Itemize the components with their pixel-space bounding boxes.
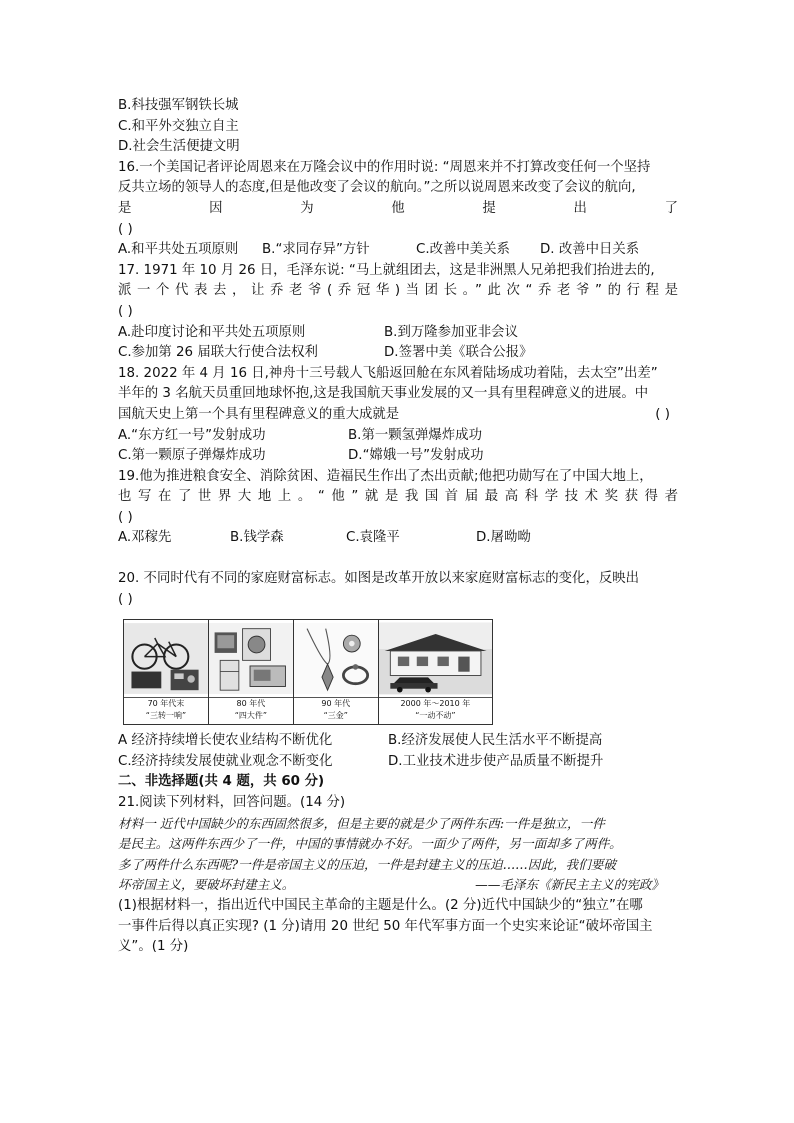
option-a: A.“东方红一号”发射成功 [118,427,266,443]
answer-paren: ( ) [118,221,133,237]
question-18-text: 半年的 3 名航天员重回地球怀抱,这是我国航天事业发展的又一具有里程碑意义的进展。中 [118,386,649,402]
option-c: C.袁隆平 [346,530,400,546]
material-source: ——毛泽东《新民主主义的宪政》 [475,877,664,893]
question-17-options [118,343,678,364]
figure-caption-era: 90 年代 [321,699,351,709]
question-16-options [118,240,678,261]
material-text: 材料一 近代中国缺少的东西固然很多，但是主要的就是少了两件东西:一件是独立，一件 [118,815,605,831]
option-line: D.社会生活便捷文明 [118,139,240,155]
exam-page [118,96,678,958]
section-heading: 二、非选择题(共 4 题，共 60 分) [118,774,325,790]
figure-panel-2000s [379,620,492,724]
question-17-text: 17. 1971 年 10 月 26 日，毛泽东说: “马上就组团去，这是非洲黑人兄弟把我们抬进去的, [118,262,655,278]
figure-caption-name: “三转一响” [145,711,187,721]
option-a: A.和平共处五项原则 [118,242,239,258]
figure-caption-era: 70 年代末 [147,699,185,709]
figure-panel-80s [209,620,294,724]
question-21-part-1: 一事件后得以真正实现? (1 分)请用 20 世纪 50 年代军事方面一个史实来论证“破坏帝国主 [118,918,653,934]
option-c: C.第一颗原子弹爆炸成功 [118,448,266,464]
option-b: B.钱学森 [230,530,284,546]
option-b: B.第一颗氢弹爆炸成功 [348,427,482,443]
figure-caption-name: “一动不动” [415,711,456,721]
option-b: B.到万隆参加亚非会议 [384,324,518,340]
figure-caption-era: 2000 年～2010 年 [400,699,471,709]
question-21-part-1: (1)根据材料一，指出近代中国民主革命的主题是什么。(2 分)近代中国缺少的“独立”在哪 [118,898,643,913]
answer-paren: ( ) [118,303,133,319]
question-16-text: 16.一个美国记者评论周恩来在万隆会议中的作用时说: “周恩来并不打算改变任何一个坚持 [118,159,651,175]
option-b: B.“求同存异”方针 [262,242,370,258]
figure-caption-name: “三金” [323,711,348,721]
figure-panel-90s [294,620,379,724]
bicycle-sewing-machine-image [124,620,208,697]
option-a: A.邓稼先 [118,530,172,546]
option-b: B.经济发展使人民生活水平不断提高 [388,733,603,749]
question-19-text: 也写在了世界大地上。“他”就是我国首届最高科学技术奖获得者 [118,489,678,505]
question-18-text: 18. 2022 年 4 月 16 日,神舟十三号载人飞船返回舱在东风着陆场成功着陆，去太空”出差” [118,365,658,381]
appliances-image [209,620,293,697]
question-17-text: 派一个代表去，让乔老爷(乔冠华)当团长。”此次“乔老爷”的行程是 [118,283,678,299]
figure-panel-70s [124,620,209,724]
question-19-text: 19.他为推进粮食安全、消除贫困、造福民生作出了杰出贡献;他把功勋写在了中国大地上， [118,468,653,484]
material-text: 是民主。这两件东西少了一件，中国的事情就办不好。一面少了两件，另一面却多了两件。 [118,836,622,852]
material-text: 坏帝国主义，要破坏封建主义。 ——毛泽东《新民主主义的宪政》 [118,875,678,896]
option-d: D.签署中美《联合公报》 [384,345,533,361]
option-d: D.屠呦呦 [476,530,531,546]
figure-caption-era: 80 年代 [236,699,266,709]
question-16-text: 反共立场的领导人的态度,但是他改变了会议的航向。”之所以说周恩来改变了会议的航向, [118,180,636,196]
question-18-options [118,426,678,447]
question-19-options [118,528,678,549]
option-d: D.“嫦娥一号”发射成功 [348,448,484,464]
option-d: D.工业技术进步使产品质量不断提升 [388,753,604,769]
question-20-options [118,752,678,773]
option-line: C.和平外交独立自主 [118,118,239,134]
option-a: A.赴印度讨论和平共处五项原则 [118,324,306,340]
question-18-text: 国航天史上第一个具有里程碑意义的重大成就是 ( ) [118,405,678,426]
question-20-options [118,731,678,752]
option-c: C.经济持续发展使就业观念不断变化 [118,753,333,769]
material-text: 多了两件什么东西呢?一件是帝国主义的压迫，一件是封建主义的压迫……因此，我们要破 [118,856,616,872]
option-c: C.改善中美关系 [416,242,510,258]
option-line: B.科技强军钢铁长城 [118,98,239,113]
question-18-options [118,446,678,467]
option-c: C.参加第 26 届联大行使合法权利 [118,345,318,361]
question-17-options [118,323,678,344]
jewelry-image [294,620,378,697]
question-21-text: 21.阅读下列材料，回答问题。(14 分) [118,795,346,811]
question-20-text: 20. 不同时代有不同的家庭财富标志。如图是改革开放以来家庭财富标志的变化，反映出 [118,571,640,587]
question-21-part-1: 义”。(1 分) [118,939,189,955]
family-wealth-figure [123,619,493,725]
figure-caption-name: “四大件” [234,711,267,721]
option-a: A 经济持续增长使农业结构不断优化 [118,733,333,749]
house-car-image [379,620,492,697]
option-d: D. 改善中日关系 [540,242,640,258]
answer-paren: ( ) [655,406,670,422]
answer-paren: ( ) [118,509,133,525]
question-16-text: 是因为他提出了 [118,200,678,216]
answer-paren: ( ) [118,591,133,607]
